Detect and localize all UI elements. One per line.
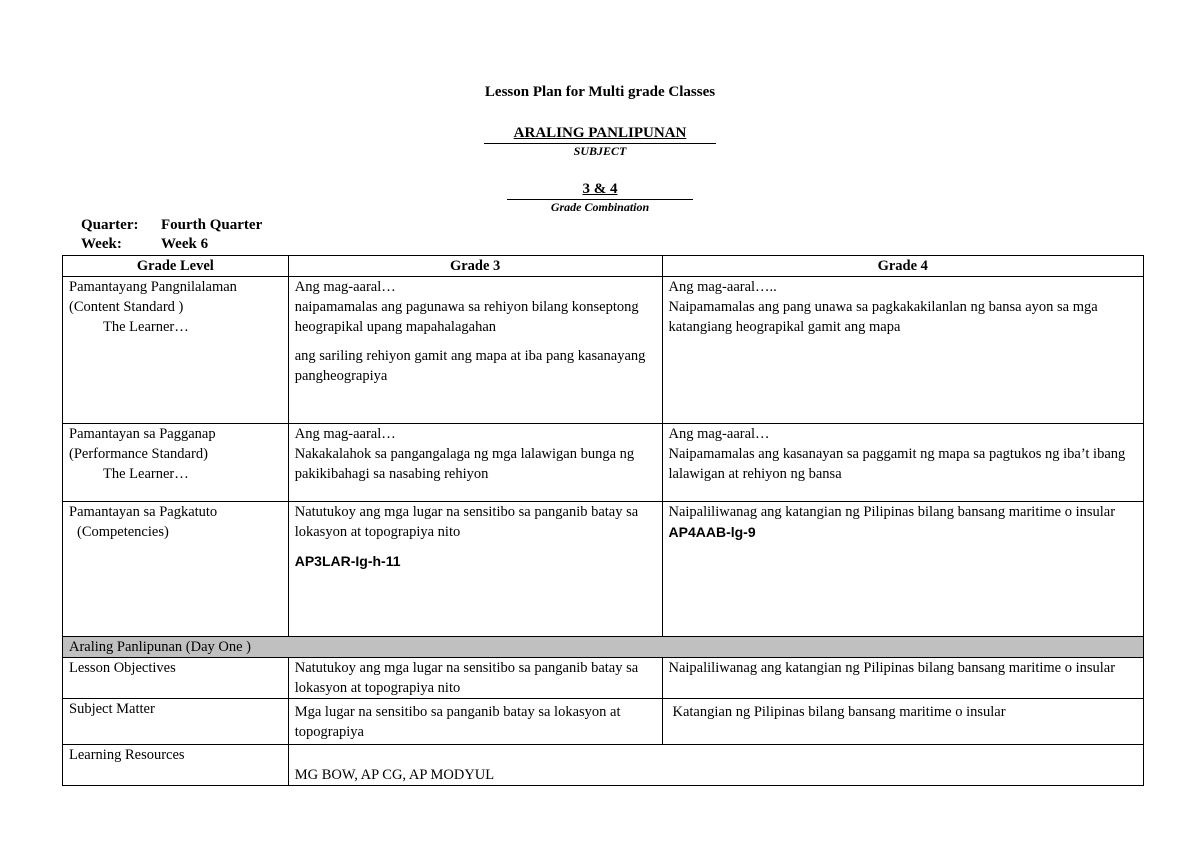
subject-name: ARALING PANLIPUNAN	[0, 125, 1200, 144]
grade-combination: 3 & 4	[0, 181, 1200, 200]
header-grade-4: Grade 4	[662, 256, 1144, 277]
competency-code-grade3: AP3LAR-Ig-h-11	[294, 553, 401, 569]
document-title: Lesson Plan for Multi grade Classes	[484, 84, 716, 100]
subject-matter-label: Subject Matter	[63, 699, 289, 745]
performance-standard-grade4: Ang mag-aaral… Naipamamalas ang kasanayan sa paggamit ng mapa sa pagtukos ng iba’t ibang lalawigan at rehiyon ng bansa	[662, 424, 1144, 502]
day-one-label: Araling Panlipunan (Day One )	[63, 637, 1144, 658]
table-row-content-standard	[63, 277, 1144, 424]
week-label: Week:	[81, 236, 122, 252]
table-row-competencies	[63, 502, 1144, 637]
content-standard-grade4: Ang mag-aaral….. Naipamamalas ang pang unawa sa pagkakakilanlan ng bansa ayon sa mga katangiang heograpikal gamit ang mapa	[662, 277, 1144, 424]
content-standard-grade3: Ang mag-aaral… naipamamalas ang pagunawa sa rehiyon bilang konseptong heograpikal upang mapahalagahan ang sariling rehiyon gamit ang mapa at iba pang kasanayang pangheograpiya	[288, 277, 662, 424]
header-grade-3: Grade 3	[288, 256, 662, 277]
lesson-objectives-grade4: Naipaliliwanag ang katangian ng Pilipinas bilang bansang maritime o insular	[662, 658, 1144, 699]
week-line	[81, 236, 208, 253]
content-standard-label: Pamantayang Pangnilalaman (Content Standard ) The Learner…	[63, 277, 289, 424]
quarter-label: Quarter:	[81, 217, 139, 233]
header-grade-level: Grade Level	[63, 256, 289, 277]
competencies-label: Pamantayan sa Pagkatuto (Competencies)	[63, 502, 289, 637]
lesson-objectives-grade3: Natutukoy ang mga lugar na sensitibo sa panganib batay sa lokasyon at topograpiya nito	[288, 658, 662, 699]
performance-standard-grade3: Ang mag-aaral… Nakakalahok sa pangangalaga ng mga lalawigan bunga ng pakikibahagi sa nasabing rehiyon	[288, 424, 662, 502]
table-row-subject-matter	[63, 699, 1144, 745]
learning-resources-label: Learning Resources	[63, 745, 289, 786]
competencies-grade4: Naipaliliwanag ang katangian ng Pilipinas bilang bansang maritime o insular AP4AAB-lg-9	[662, 502, 1144, 637]
quarter-value: Fourth Quarter	[161, 217, 263, 233]
week-value: Week 6	[161, 236, 209, 252]
learning-resources-value: MG BOW, AP CG, AP MODYUL	[288, 745, 1143, 786]
table-row-performance-standard	[63, 424, 1144, 502]
subject-caption: SUBJECT	[573, 144, 627, 158]
competency-code-grade4: AP4AAB-lg-9	[668, 524, 756, 540]
performance-standard-label: Pamantayan sa Pagganap (Performance Standard) The Learner…	[63, 424, 289, 502]
lesson-plan-table	[62, 255, 1144, 786]
subject-matter-grade3: Mga lugar na sensitibo sa panganib batay sa lokasyon at topograpiya	[288, 699, 662, 745]
lesson-objectives-label: Lesson Objectives	[63, 658, 289, 699]
table-row-day-one	[63, 637, 1144, 658]
subject-matter-grade4: Katangian ng Pilipinas bilang bansang maritime o insular	[662, 699, 1144, 745]
competencies-grade3: Natutukoy ang mga lugar na sensitibo sa panganib batay sa lokasyon at topograpiya nito AP3LAR-Ig-h-11	[288, 502, 662, 637]
table-row-learning-resources	[63, 745, 1144, 786]
quarter-line	[81, 217, 262, 234]
table-header-row	[63, 256, 1144, 277]
grade-combination-caption: Grade Combination	[550, 200, 650, 214]
table-row-lesson-objectives	[63, 658, 1144, 699]
